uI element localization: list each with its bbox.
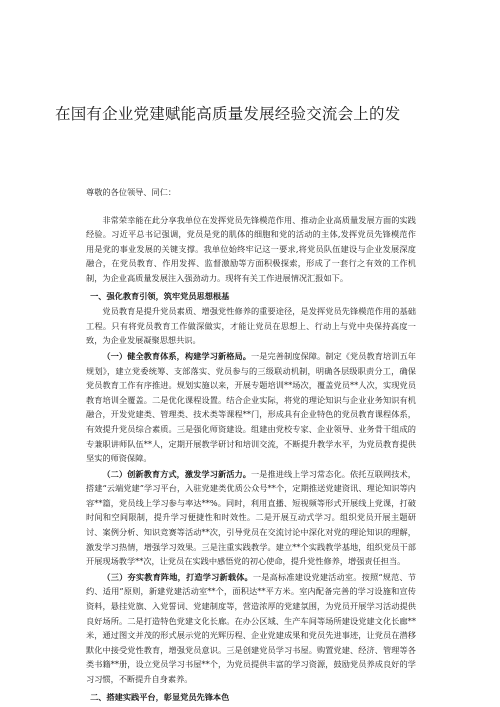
intro-paragraph: 非常荣幸能在此分享我单位在发挥党员先锋模范作用、推动企业高质量发展方面的实践经验。习近平总书记强调，党员是党的肌体的细胞和党的活动的主体,发挥党员先锋模范作用是党的事业发展的关键支撑。我单位始终牢记这一要求,将党员队伍建设与企业发展深度融合，在党员教育、作用发挥、监督激励等方面积极探索，形成了一套行之有效的工作机制，为企业高质量发展注入强劲动力。现将有关工作进展情况汇报如下。 (86, 214, 416, 283)
subsection-3-body: 一是高标准建设党建活动室。按照“规范、节约、适用”原则，新建党建活动室**个，面积达**平方米。室内配备完善的学习设施和宣传资料，悬挂党旗、入党誓词、党建制度等，营造浓厚的党建氛围，为党员开展学习活动提供良好场所。二是打造特色党建文化长廊。在办公区域、生产车间等场所建设党建文化长廊**米，通过图文并茂的形式展示党的光辉历程、企业党建成果和党员先进事迹，让党员在潜移默化中接受党性教育，增强党员意识。三是创建党员学习书屋。购置党建、经济、管理等各类书籍**册，设立党员学习书屋**个，为党员提供丰富的学习资源，鼓励党员养成良好的学习习惯，不断提升自身素养。 (86, 571, 416, 684)
subsection-3 (86, 570, 416, 687)
section-2-heading: 二、搭建实践平台，彰显党员先锋本色 (90, 691, 230, 702)
subsection-1-body: 一是完善制度保障。制定《党员教育培训五年规划》，建立党委统筹、支部落实、党员参与的三级联动机制，明确各层级职责分工，确保党员教育工作有序推进。规划实施以来，开展专题培训**场次，覆盖党员**人次，实现党员教育培训全覆盖。二是优化课程设置。结合企业实际，将党的理论知识与企业业务知识有机融合，开发党建类、管理类、技术类等课程**门，形成具有企业特色的党员教育课程体系，有效提升党员综合素质。三是强化师资建设。组建由党校专家、企业领导、业务骨干组成的专兼职讲师队伍**人，定期开展教学研讨和培训交流，不断提升教学水平，为党员教育提供坚实的师资保障。 (86, 350, 416, 464)
subsection-2-heading: （二）创新教育方式，激发学习新活力。 (102, 468, 251, 479)
document-title: 在国有企业党建赋能高质量发展经验交流会上的发 (55, 105, 401, 123)
salutation: 尊敬的各位领导、同仁： (86, 187, 177, 197)
subsection-2 (86, 467, 416, 569)
subsection-1 (86, 349, 416, 466)
section-1-intro: 党员教育是提升党员素质、增强党性修养的重要途径，是发挥党员先锋模范作用的基础工程。只有将党员教育工作做深做实，才能让党员在思想上、行动上与党中央保持高度一致，为企业发展凝聚思想共识。 (86, 306, 416, 346)
document-body (86, 185, 416, 705)
subsection-1-heading: （一）健全教育体系，构建学习新格局。 (102, 350, 251, 361)
section-1-heading: 一、强化教育引领，筑牢党员思想根基 (90, 290, 230, 301)
subsection-3-heading: （三）夯实教育阵地，打造学习新载体。 (102, 571, 253, 582)
subsection-2-body: 一是推进线上学习常态化。依托互联网技术，搭建“云端党建”学习平台，入驻党建类优质公众号**个，定期推送党建资讯、理论知识等内容**篇，党员线上学习参与率达**%。同时，利用直播、短视频等形式开展线上党课，打破时间和空间限制，提升学习便捷性和时效性。二是开展互动式学习。组织党员开展主题研讨、案例分析、知识竞赛等活动**次，引导党员在交流讨论中深化对党的理论知识的理解，激发学习热情，增强学习效果。三是注重实践教学。建立**个实践教学基地，组织党员干部开展现场教学**次，让党员在实践中感悟党的初心使命，提升党性修养，增强责任担当。 (86, 468, 416, 567)
